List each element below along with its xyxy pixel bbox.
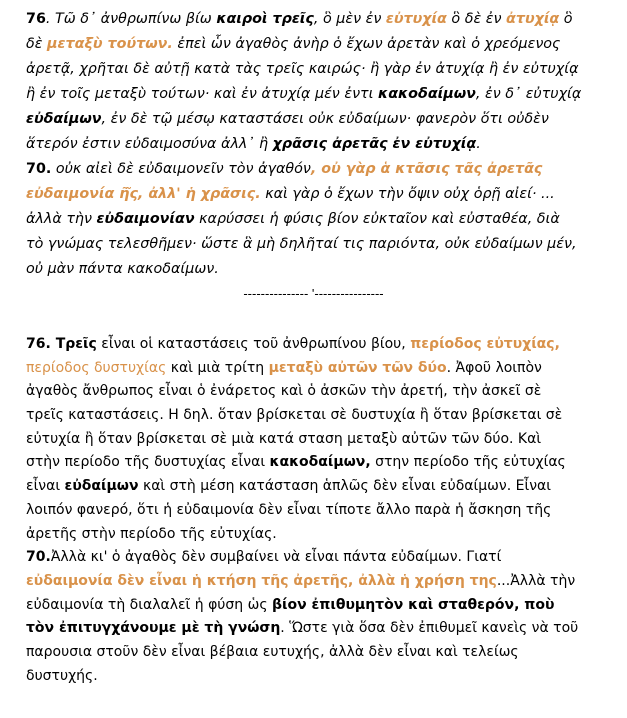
text-run: λοιπόν φανερό, ὅτι ἡ εὐδαιμονία δὲν εἶναι τίποτε ἄλλο παρὰ ἡ ἄσκηση τῆς (26, 501, 552, 518)
text-line (26, 333, 626, 357)
section-number: 70. (26, 161, 52, 177)
text-line (26, 132, 626, 157)
highlighted-phrase: εὐτυχία (385, 11, 447, 27)
highlighted-phrase: μεταξὺ αὐτῶν τῶν δύο (268, 359, 447, 376)
text-run: καρύσσει ἡ φύσις βίον εὐκταῖον καὶ εὐσταθέα, διὰ (194, 211, 560, 227)
text-line (26, 523, 626, 547)
text-run: οὐκ αἰεὶ δὲ εὐδαιμονεῖν τὸν ἀγαθόν (51, 161, 311, 177)
text-line (26, 257, 626, 282)
emphasized-phrase: βίον ἐπιθυμητὸν καὶ σταθερόν, ποὺ (272, 596, 555, 613)
highlighted-phrase: εὐδαιμονία ῆ̃ς, ἀλλ' ἡ χρᾶσις. (26, 186, 261, 202)
text-run: Ἀλλὰ κι' ὁ ἀγαθὸς δὲν συμβαίνει νὰ εἶναι πάντα εὐδαίμων. Γιατί (50, 549, 502, 566)
text-line (26, 617, 626, 641)
text-run: ἀλλὰ τὴν (26, 211, 97, 227)
text-line (26, 665, 626, 689)
modern-greek-translation (26, 333, 626, 688)
text-run: ἐπεὶ ὧν ἀγαθὸς ἀνὴρ ὁ ἔχων ἀρετὰν καὶ ὁ χρεόμενος (172, 36, 561, 52)
highlighted-phrase: μεταξὺ τούτων. (47, 36, 173, 52)
ancient-greek-passage (26, 7, 626, 282)
section-number: 70. (26, 549, 51, 566)
highlighted-phrase: εὐδαιμονία δὲν εἶναι ἡ κτήση τῆς ἀρετῆς, ἀλλὰ ἡ χρήση της (26, 572, 497, 589)
text-line (26, 428, 626, 452)
emphasized-phrase: χρᾶσις ἀρετᾶς ἐν εὐτυχίᾳ (272, 136, 477, 152)
emphasized-phrase: . (45, 336, 56, 352)
text-run: καὶ στὴ μέση κατάσταση ἁπλῶς δὲν εἶναι εὐδαίμων. Εἶναι (138, 478, 551, 495)
text-run: , ὃ μὲν ἐν (313, 11, 386, 27)
text-line (26, 57, 626, 82)
text-run: τὸ γνώμας τελεσθῆμεν· ὥστε ἃ μὴ δηλῆταί τις παριόντα, οὐκ εὐδαίμων μέν, (26, 236, 577, 252)
text-line (26, 499, 626, 523)
emphasized-phrase: κακοδαίμων, (269, 454, 371, 471)
section-number: 76 (26, 336, 46, 352)
section-number: 76 (26, 11, 46, 27)
text-run: στὴν περίοδο τῆς δυστυχίας εἶναι (26, 454, 270, 471)
text-run: εὐδαιμονία τὴ διαλαλεῖ ἡ φύση ὡς (26, 596, 272, 613)
text-line (26, 594, 626, 618)
text-line (26, 641, 626, 665)
emphasized-phrase: εὐδαίμων (26, 111, 102, 127)
text-run: εἶναι οἱ καταστάσεις τοῦ ἀνθρωπίνου βίου, (96, 336, 411, 352)
text-line (26, 232, 626, 257)
emphasized-phrase: τὸν ἐπιτυγχάνουμε μὲ τὴ γνώση (26, 620, 281, 637)
text-run: , ἐν δ᾽ εὐτυχίᾳ (475, 86, 582, 102)
text-run: στην περίοδο τῆς εὐτυχίας (370, 454, 566, 471)
text-line (26, 475, 626, 499)
text-run: οὐ μὰν πάντα κακοδαίμων. (26, 261, 219, 277)
text-line (26, 182, 626, 207)
text-run: ...Ἀλλὰ τὴν (496, 572, 576, 589)
text-run: εὐτυχία ἢ ὅταν βρίσκεται σὲ μιὰ κατά σταση μεταξὺ αὐτῶν τῶν δύο. Καὶ (26, 430, 542, 447)
highlighted-phrase: ἀτυχίᾳ (506, 11, 560, 27)
text-line (26, 570, 626, 594)
text-run: . Ὥστε γιὰ ὅσα δὲν ἐπιθυμεῖ κανεὶς νὰ τοῦ (280, 620, 579, 637)
emphasized-phrase: κακοδαίμων (378, 86, 476, 102)
text-line (26, 107, 626, 132)
text-run: καὶ γὰρ ὁ ἔχων τὴν ὄψιν οὐχ ὁρῇ αἰεί· ... (260, 186, 555, 202)
text-line (26, 7, 626, 32)
text-run: καὶ μιὰ τρίτη (166, 359, 269, 376)
text-run: . (476, 136, 481, 152)
text-run: ὃ δὲ ἐν (446, 11, 506, 27)
text-run: ἀγαθὸς ἄνθρωπος εἶναι ὁ ἐνάρετος καὶ ὁ ἀσκῶν τὴν ἀρετή, τὴν ἀσκεῖ σὲ (26, 383, 542, 400)
emphasized-phrase: Τρεῖς (55, 336, 97, 352)
text-line (26, 357, 626, 381)
highlighted-phrase: περίοδος εὐτυχίας, (410, 336, 560, 352)
text-line (26, 32, 626, 57)
emphasized-phrase: εὐδαίμων (64, 478, 139, 495)
section-separator: --------------- '---------------- (243, 286, 384, 301)
text-run: παρουσια στοῦν δὲν εἶναι βέβαια ευτυχής, ἀλλὰ δὲν εἶναι καὶ τελείως (26, 643, 519, 660)
text-run: τρεῖς καταστάσεις. Η δηλ. ὅταν βρίσκεται σὲ δυστυχία ἢ ὅταν βρίσκεται σὲ (26, 407, 563, 424)
text-run: εἶναι (26, 478, 65, 495)
text-run: ὃ (559, 11, 573, 27)
text-run: δυστυχής. (26, 667, 98, 684)
text-run: ἅτερόν ἐστιν εὐδαιμοσύνα ἀλλ᾽ ἢ (26, 136, 273, 152)
text-run: . Τῶ δ᾽ ἀνθρωπίνω βίω (45, 11, 217, 27)
text-run: ἀρετῆς στὴν περίοδο τῆς εὐτυχίας. (26, 525, 277, 542)
text-line (26, 404, 626, 428)
text-run: δὲ (26, 36, 48, 52)
text-line (26, 207, 626, 232)
highlighted-phrase: περίοδος δυστυχίας (26, 359, 167, 376)
text-line (26, 451, 626, 475)
highlighted-phrase: , οὐ γὰρ ἁ κτᾶσις τᾶς ἀρετᾶς (310, 161, 543, 177)
text-run: . Ἀφοῦ λοιπὸν (446, 359, 542, 376)
emphasized-phrase: εὐδαιμονίαν (96, 211, 195, 227)
text-line (26, 380, 626, 404)
text-line (26, 546, 626, 570)
text-run: ἢ ἐν τοῖς μεταξὺ τούτων· καὶ ἐν ἀτυχίᾳ μέν ἐντι (26, 86, 379, 102)
text-run: ἀρετᾷ, χρῆται δὲ αὐτῇ κατὰ τὰς τρεῖς καιρώς· ἢ γὰρ ἐν ἀτυχίᾳ ἢ ἐν εὐτυχίᾳ (26, 61, 579, 77)
emphasized-phrase: καιροὶ τρεῖς (216, 11, 314, 27)
text-run: , ἐν δὲ τῷ μέσῳ καταστάσει οὐκ εὐδαίμων· φανερὸν ὅτι οὐδὲν (101, 111, 549, 127)
text-line (26, 82, 626, 107)
text-line (26, 157, 626, 182)
